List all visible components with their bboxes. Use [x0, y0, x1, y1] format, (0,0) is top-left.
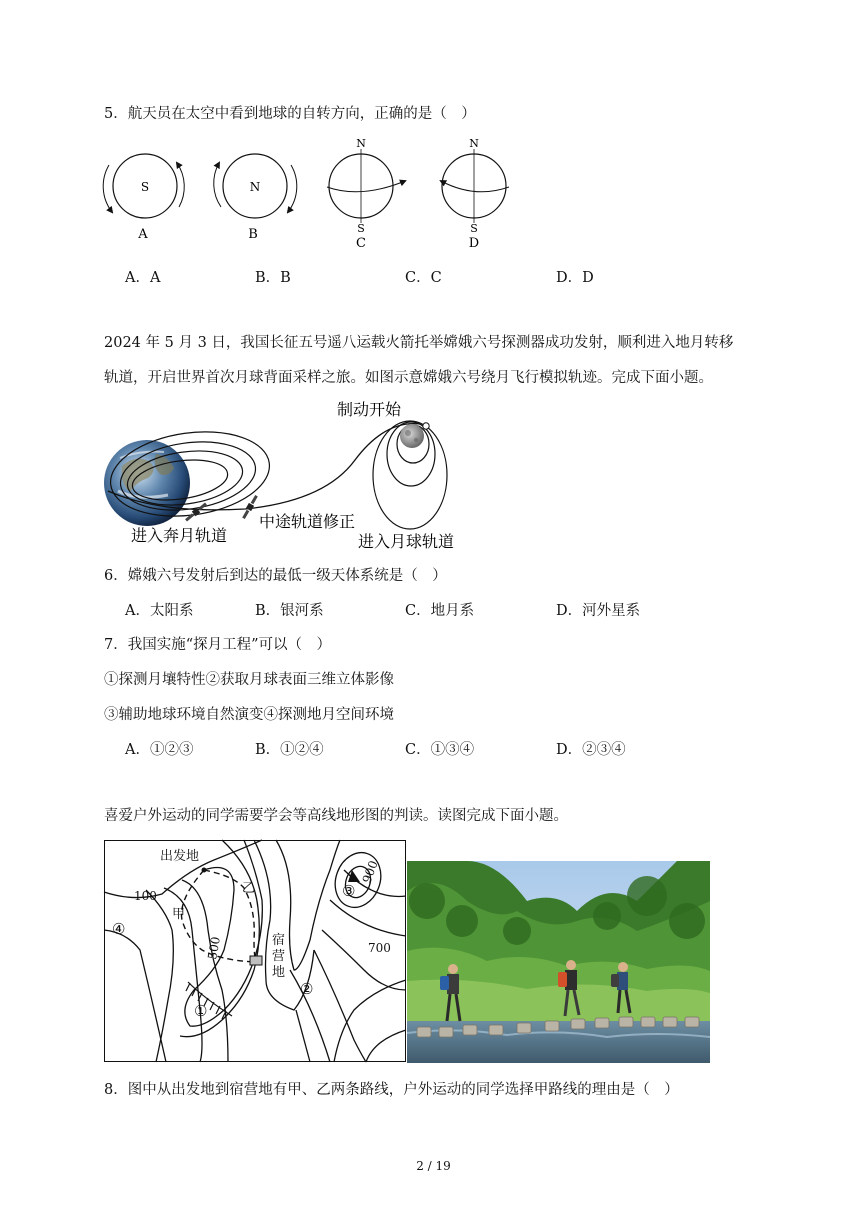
enter-lunar-orbit-label: 进入月球轨道: [358, 532, 455, 551]
marker-1: ①: [194, 1002, 208, 1020]
option-a-pole: S: [140, 180, 150, 194]
option-c-tag: C: [356, 236, 366, 251]
rotation-figure: [95, 135, 525, 250]
campsite-marker: [250, 956, 262, 965]
brake-start-label: 制动开始: [337, 400, 402, 419]
intro-chang-e-line2: 轨道，开启世界首次月球背面采样之旅。如图示意嫦娥六号绕月飞行模拟轨迹。完成下面小题。: [104, 370, 713, 386]
q5-option-b[interactable]: B．B: [255, 270, 291, 286]
option-b-globe: [214, 154, 297, 242]
q5-stem: 5．航天员在太空中看到地球的自转方向，正确的是（ ）: [104, 106, 476, 122]
moon-image: [400, 424, 424, 448]
option-d-bottom: S: [470, 222, 478, 235]
contour-map: [104, 840, 406, 1062]
option-c-globe: [327, 137, 405, 251]
contour-900-label: 900: [359, 858, 381, 886]
option-a-globe: [103, 154, 184, 242]
q7-line2: ③辅助地球环境自然演变④探测地月空间环境: [104, 707, 394, 723]
option-d-tag: D: [468, 236, 480, 251]
q7-stem: 7．我国实施“探月工程”可以（ ）: [104, 637, 332, 653]
q7-option-a[interactable]: A．①②③: [125, 742, 194, 758]
q7-option-b[interactable]: B．①②④: [255, 742, 324, 758]
route-yi-label: 乙: [242, 881, 256, 896]
route-jia-label: 甲: [172, 907, 186, 922]
marker-2: ②: [300, 980, 314, 998]
intro-chang-e-line1: 2024 年 5 月 3 日，我国长征五号遥八运载火箭托举嫦娥六号探测器成功发射，顺利进入地月转移: [104, 335, 734, 351]
intro-contour-line1: 喜爱户外运动的同学需要学会等高线地形图的判读。读图完成下面小题。: [104, 808, 568, 824]
satellite-icon: [241, 494, 259, 520]
option-a-tag: A: [138, 227, 148, 242]
option-d-globe: [441, 137, 509, 251]
q6-option-c[interactable]: C．地月系: [405, 603, 475, 619]
q5-option-c[interactable]: C．C: [405, 270, 442, 286]
q5-option-d[interactable]: D．D: [556, 270, 594, 286]
page-number: 2 / 19: [416, 1159, 451, 1173]
q7-line1: ①探测月壤特性②获取月球表面三维立体影像: [104, 672, 394, 688]
q6-option-d[interactable]: D．河外星系: [556, 603, 641, 619]
q8-stem: 8．图中从出发地到宿营地有甲、乙两条路线，户外运动的同学选择甲路线的理由是（ ）: [104, 1082, 679, 1098]
camp-label-1: 宿: [272, 933, 286, 948]
option-c-bottom: S: [357, 222, 365, 235]
hiking-photo: [407, 861, 710, 1063]
marker-3: ③: [342, 882, 356, 900]
contour-700-label: 700: [368, 941, 391, 955]
midcourse-correction-label: 中途轨道修正: [259, 512, 356, 531]
q6-option-b[interactable]: B．银河系: [255, 603, 324, 619]
enter-lunar-transfer-label: 进入奔月轨道: [131, 526, 228, 545]
camp-label-2: 营: [272, 949, 286, 964]
camp-label-3: 地: [272, 965, 286, 980]
option-b-tag: B: [248, 227, 258, 242]
orbit-figure: [100, 396, 480, 556]
option-c-top: N: [356, 137, 366, 150]
q6-option-a[interactable]: A．太阳系: [125, 603, 194, 619]
contour-100-label: 100: [134, 889, 157, 903]
satellite-icon: [184, 501, 208, 522]
q7-option-c[interactable]: C．①③④: [405, 742, 475, 758]
q6-stem: 6．嫦娥六号发射后到达的最低一级天体系统是（ ）: [104, 568, 447, 584]
marker-4: ④: [112, 920, 126, 938]
start-label: 出发地: [160, 849, 200, 864]
option-d-top: N: [469, 137, 479, 150]
contour-500-label: 500: [205, 935, 223, 961]
option-b-pole: N: [249, 180, 261, 194]
q5-option-a[interactable]: A．A: [125, 270, 161, 286]
q7-option-d[interactable]: D．②③④: [556, 742, 626, 758]
